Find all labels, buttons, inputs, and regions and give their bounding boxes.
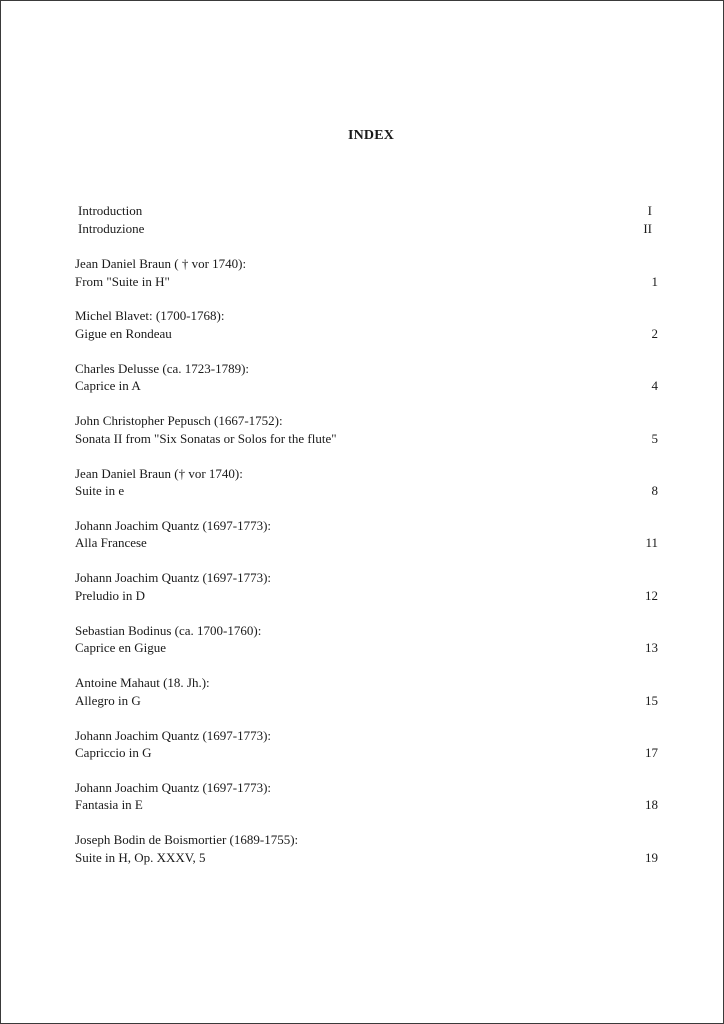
entry-piece: Sonata II from "Six Sonatas or Solos for the flute" bbox=[75, 430, 337, 446]
entry-piece: Allegro in G bbox=[75, 692, 141, 708]
intro-row-introduction bbox=[78, 202, 658, 220]
entry-piece: Caprice en Gigue bbox=[75, 640, 166, 656]
page-title: INDEX bbox=[347, 128, 395, 143]
entry-composer: Michel Blavet: (1700-1768): bbox=[75, 308, 225, 324]
entry-page-number: 8 bbox=[651, 483, 658, 499]
entry-piece: Caprice in A bbox=[75, 378, 141, 394]
index-entry bbox=[75, 727, 658, 779]
entry-page-number: 11 bbox=[645, 535, 658, 551]
entry-composer: Johann Joachim Quantz (1697-1773): bbox=[75, 517, 272, 533]
index-entry bbox=[75, 622, 658, 674]
entry-composer: Johann Joachim Quantz (1697-1773): bbox=[75, 727, 272, 743]
entry-piece: Suite in H, Op. XXXV, 5 bbox=[75, 849, 206, 865]
entry-page-number: 4 bbox=[651, 378, 658, 394]
entry-composer: Jean Daniel Braun ( † vor 1740): bbox=[75, 256, 247, 271]
entry-piece: Preludio in D bbox=[75, 587, 146, 603]
entry-page-number: 2 bbox=[651, 325, 658, 341]
index-entry bbox=[75, 412, 658, 464]
index-entry bbox=[75, 674, 658, 726]
intro-page-number: I bbox=[647, 203, 652, 218]
entry-piece: Gigue en Rondeau bbox=[75, 325, 172, 341]
intro-list bbox=[78, 202, 658, 237]
entry-page-number: 5 bbox=[651, 430, 658, 446]
entry-composer: Antoine Mahaut (18. Jh.): bbox=[75, 675, 210, 691]
entry-page-number: 18 bbox=[645, 797, 658, 813]
index-entry bbox=[75, 360, 658, 412]
entry-piece: Capriccio in G bbox=[75, 745, 152, 761]
entry-page-number: 1 bbox=[651, 273, 658, 289]
index-entry bbox=[75, 517, 658, 569]
index-entry bbox=[75, 831, 658, 883]
entry-composer: Johann Joachim Quantz (1697-1773): bbox=[75, 779, 272, 795]
index-entry bbox=[75, 307, 658, 359]
index-entry bbox=[75, 255, 658, 307]
entry-page-number: 17 bbox=[645, 745, 658, 761]
intro-label: Introduction bbox=[78, 203, 143, 218]
entry-page-number: 19 bbox=[645, 849, 658, 865]
entry-composer: Sebastian Bodinus (ca. 1700-1760): bbox=[75, 622, 262, 638]
index-entry bbox=[75, 465, 658, 517]
entry-composer: Charles Delusse (ca. 1723-1789): bbox=[75, 360, 250, 376]
entry-composer: Jean Daniel Braun († vor 1740): bbox=[75, 465, 243, 481]
entry-composer: Johann Joachim Quantz (1697-1773): bbox=[75, 570, 272, 586]
entry-page-number: 12 bbox=[645, 587, 658, 603]
entry-composer: Joseph Bodin de Boismortier (1689-1755): bbox=[75, 832, 299, 848]
entry-page-number: 15 bbox=[645, 692, 658, 708]
index-entry bbox=[75, 569, 658, 621]
intro-page-number: II bbox=[643, 220, 652, 236]
intro-row-introduzione bbox=[78, 220, 658, 238]
index-entries bbox=[75, 255, 658, 884]
entry-piece: Alla Francese bbox=[75, 535, 147, 551]
entry-page-number: 13 bbox=[645, 640, 658, 656]
index-entry bbox=[75, 779, 658, 831]
entry-piece: Fantasia in E bbox=[75, 797, 143, 813]
entry-piece: Suite in e bbox=[75, 483, 125, 499]
entry-piece: From "Suite in H" bbox=[75, 273, 170, 289]
intro-label: Introduzione bbox=[78, 220, 145, 236]
entry-composer: John Christopher Pepusch (1667-1752): bbox=[75, 413, 283, 429]
